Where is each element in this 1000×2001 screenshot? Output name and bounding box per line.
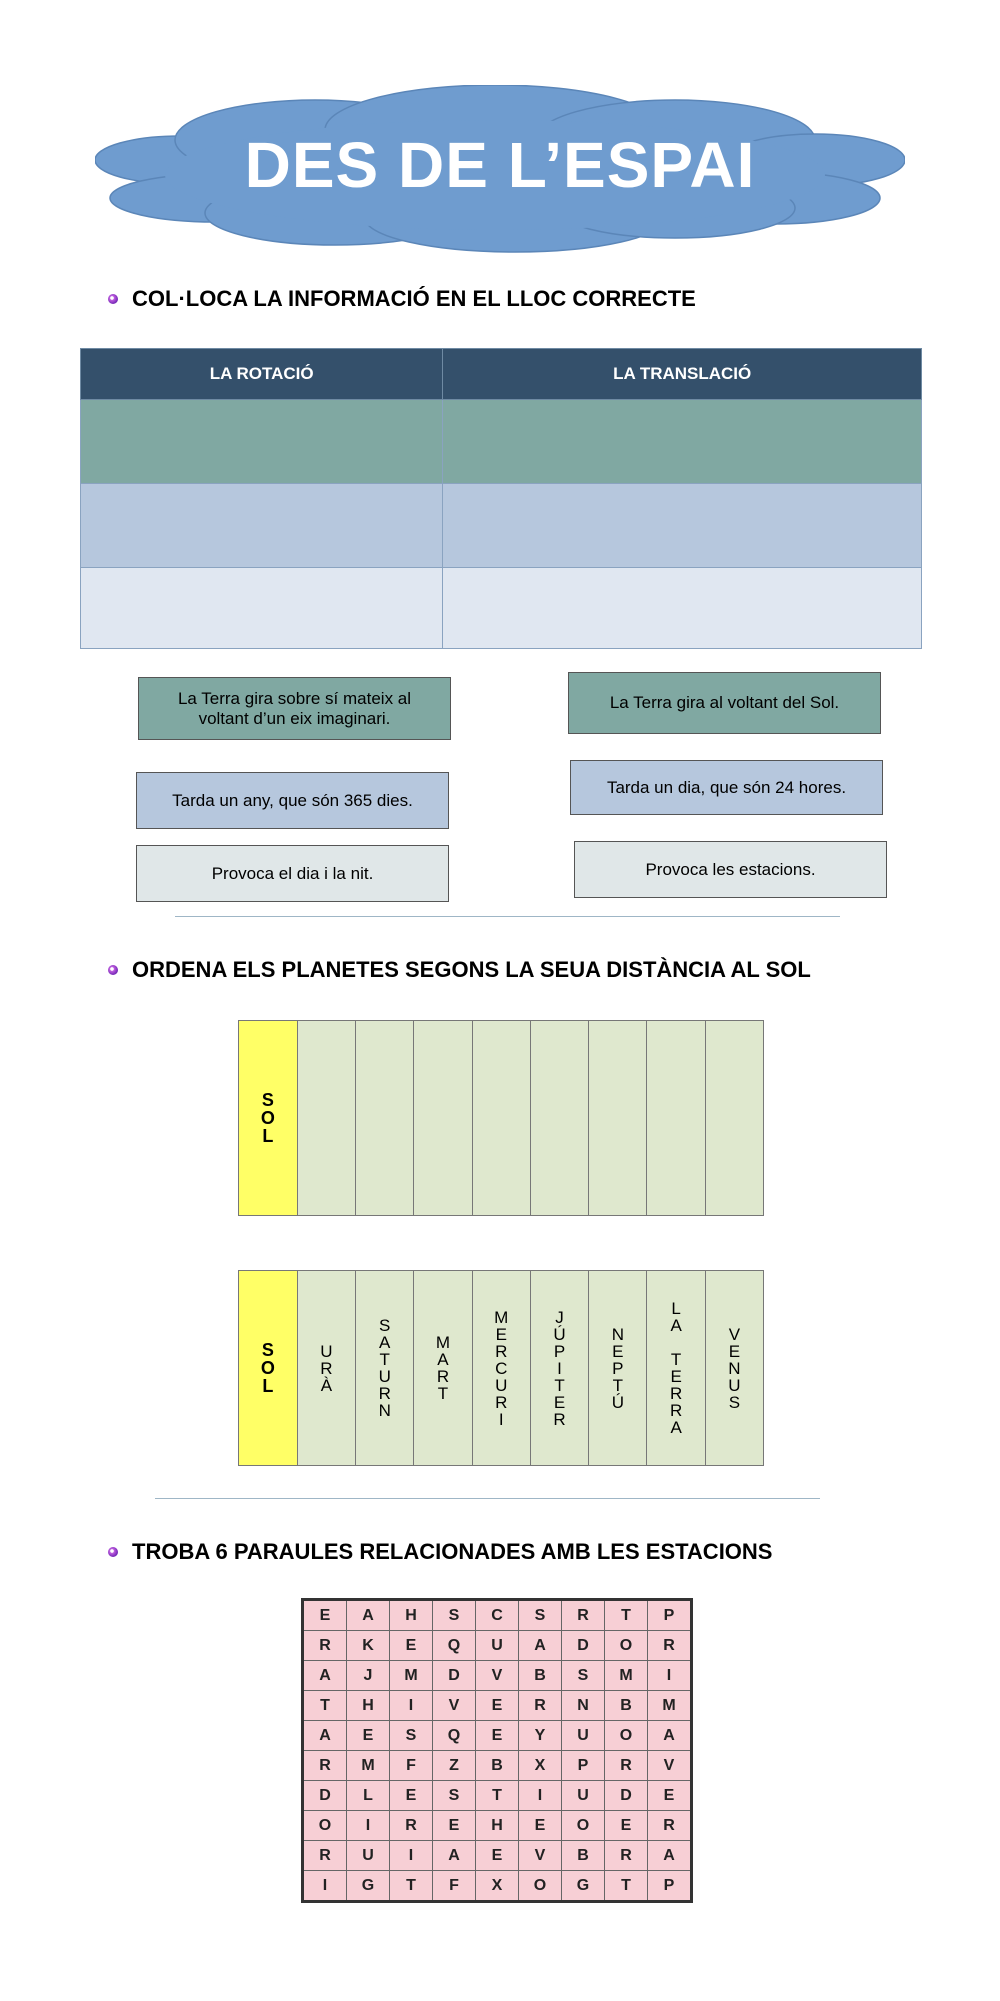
grid-letter[interactable]: E bbox=[433, 1811, 476, 1841]
label-letter: R bbox=[320, 1358, 333, 1378]
header-rotation: LA ROTACIÓ bbox=[81, 349, 443, 400]
grid-letter[interactable]: R bbox=[648, 1631, 692, 1661]
planet-card-la-terra[interactable] bbox=[646, 1270, 705, 1466]
grid-letter[interactable]: Q bbox=[433, 1631, 476, 1661]
grid-letter[interactable]: O bbox=[303, 1811, 347, 1841]
grid-letter[interactable]: E bbox=[390, 1781, 433, 1811]
grid-letter[interactable]: B bbox=[476, 1751, 519, 1781]
grid-letter[interactable]: E bbox=[605, 1811, 648, 1841]
planet-label bbox=[612, 1326, 624, 1411]
label-letter: À bbox=[320, 1375, 333, 1395]
planet-card-venus[interactable] bbox=[705, 1270, 764, 1466]
label-letter: R bbox=[378, 1384, 391, 1403]
planet-label bbox=[670, 1300, 682, 1436]
planet-order-strip bbox=[238, 1020, 764, 1216]
label-letter: A bbox=[670, 1418, 682, 1437]
label-letter: P bbox=[553, 1341, 566, 1361]
card-seasons[interactable]: Provoca les estacions. bbox=[574, 841, 887, 898]
grid-letter[interactable]: M bbox=[347, 1751, 390, 1781]
grid-letter[interactable]: M bbox=[605, 1661, 648, 1691]
label-letter: R bbox=[553, 1409, 566, 1429]
grid-letter[interactable]: D bbox=[433, 1661, 476, 1691]
planet-slot[interactable] bbox=[646, 1020, 705, 1216]
grid-letter[interactable]: U bbox=[562, 1781, 605, 1811]
grid-letter[interactable]: A bbox=[648, 1841, 692, 1871]
drop-cell[interactable] bbox=[81, 568, 443, 649]
grid-letter[interactable]: P bbox=[562, 1751, 605, 1781]
label-letter: Ú bbox=[611, 1392, 624, 1412]
card-orbit-sun[interactable]: La Terra gira al voltant del Sol. bbox=[568, 672, 881, 734]
label-letter: J bbox=[555, 1307, 564, 1327]
section-heading-3 bbox=[108, 1537, 772, 1567]
drop-cell[interactable] bbox=[81, 400, 443, 484]
planet-slot[interactable] bbox=[472, 1020, 531, 1216]
grid-letter[interactable]: E bbox=[648, 1781, 692, 1811]
label-letter: S bbox=[261, 1090, 274, 1110]
card-one-year[interactable]: Tarda un any, que són 365 dies. bbox=[136, 772, 449, 829]
label-letter: N bbox=[378, 1401, 391, 1420]
label-letter: T bbox=[554, 1375, 565, 1395]
planet-card-ura[interactable] bbox=[297, 1270, 356, 1466]
planet-slot[interactable] bbox=[297, 1020, 356, 1216]
label-letter: U bbox=[320, 1341, 333, 1361]
grid-letter[interactable]: Q bbox=[433, 1721, 476, 1751]
grid-row bbox=[303, 1781, 692, 1811]
label-letter: M bbox=[494, 1307, 509, 1327]
label-letter: E bbox=[728, 1341, 741, 1361]
grid-letter[interactable]: U bbox=[562, 1721, 605, 1751]
grid-letter[interactable]: C bbox=[476, 1600, 519, 1631]
grid-letter[interactable]: R bbox=[605, 1841, 648, 1871]
grid-letter[interactable]: G bbox=[347, 1871, 390, 1902]
label-letter: S bbox=[379, 1316, 391, 1335]
grid-letter[interactable]: E bbox=[390, 1631, 433, 1661]
grid-letter[interactable]: O bbox=[605, 1721, 648, 1751]
heading-text: COL·LOCA LA INFORMACIÓ EN EL LLOC CORRECTE bbox=[132, 286, 696, 311]
grid-letter[interactable]: K bbox=[347, 1631, 390, 1661]
grid-letter[interactable]: A bbox=[519, 1631, 562, 1661]
grid-letter[interactable]: A bbox=[648, 1721, 692, 1751]
label-letter: U bbox=[378, 1367, 391, 1386]
word-search-grid bbox=[301, 1598, 693, 1903]
label-letter: L bbox=[262, 1376, 274, 1396]
planet-slot[interactable] bbox=[413, 1020, 472, 1216]
label-letter: R bbox=[669, 1401, 683, 1420]
grid-letter[interactable]: H bbox=[390, 1600, 433, 1631]
grid-letter[interactable]: D bbox=[562, 1631, 605, 1661]
planet-slot[interactable] bbox=[588, 1020, 647, 1216]
label-letter: A bbox=[670, 1316, 682, 1335]
sun-label bbox=[261, 1341, 275, 1395]
grid-letter[interactable]: I bbox=[648, 1661, 692, 1691]
grid-letter[interactable]: V bbox=[648, 1751, 692, 1781]
grid-letter[interactable]: J bbox=[347, 1661, 390, 1691]
label-letter: R bbox=[495, 1392, 508, 1412]
grid-row bbox=[303, 1811, 692, 1841]
drop-cell[interactable] bbox=[81, 484, 443, 568]
grid-letter[interactable]: I bbox=[390, 1691, 433, 1721]
grid-letter[interactable]: U bbox=[347, 1841, 390, 1871]
grid-letter[interactable]: S bbox=[519, 1600, 562, 1631]
grid-row bbox=[303, 1841, 692, 1871]
label-letter: M bbox=[435, 1333, 451, 1352]
grid-letter[interactable]: O bbox=[605, 1631, 648, 1661]
label-letter: E bbox=[612, 1341, 624, 1361]
grid-letter[interactable]: E bbox=[476, 1841, 519, 1871]
grid-letter[interactable]: R bbox=[390, 1811, 433, 1841]
grid-letter[interactable]: O bbox=[562, 1811, 605, 1841]
grid-letter[interactable]: A bbox=[303, 1721, 347, 1751]
planet-slot[interactable] bbox=[530, 1020, 589, 1216]
grid-letter[interactable]: L bbox=[347, 1781, 390, 1811]
planet-label bbox=[379, 1317, 391, 1419]
bullet-icon bbox=[108, 294, 118, 304]
planet-label bbox=[553, 1309, 565, 1428]
grid-letter[interactable]: H bbox=[347, 1691, 390, 1721]
grid-row bbox=[303, 1600, 692, 1631]
drop-cell[interactable] bbox=[443, 484, 922, 568]
grid-letter[interactable]: U bbox=[476, 1631, 519, 1661]
divider bbox=[155, 1498, 820, 1499]
card-day-night[interactable]: Provoca el dia i la nit. bbox=[136, 845, 449, 902]
grid-letter[interactable]: I bbox=[347, 1811, 390, 1841]
label-letter: T bbox=[379, 1350, 390, 1369]
heading-text: ORDENA ELS PLANETES SEGONS LA SEUA DISTÀNCIA AL SOL bbox=[132, 957, 811, 982]
grid-letter[interactable]: T bbox=[303, 1691, 347, 1721]
bullet-icon bbox=[108, 1547, 118, 1557]
grid-letter[interactable]: T bbox=[605, 1600, 648, 1631]
grid-letter[interactable]: V bbox=[476, 1661, 519, 1691]
grid-letter[interactable]: R bbox=[303, 1841, 347, 1871]
label-letter: U bbox=[495, 1375, 508, 1395]
sun-cell bbox=[238, 1020, 298, 1216]
drop-cell[interactable] bbox=[443, 568, 922, 649]
label-letter: R bbox=[669, 1384, 683, 1403]
grid-letter[interactable]: A bbox=[303, 1661, 347, 1691]
label-letter: I bbox=[557, 1358, 562, 1378]
label-letter: T bbox=[612, 1375, 624, 1395]
grid-letter[interactable]: S bbox=[390, 1721, 433, 1751]
label-letter: R bbox=[495, 1341, 508, 1361]
grid-letter[interactable]: F bbox=[390, 1751, 433, 1781]
label-letter: A bbox=[379, 1333, 391, 1352]
grid-letter[interactable]: R bbox=[648, 1811, 692, 1841]
grid-letter[interactable]: G bbox=[562, 1871, 605, 1902]
label-letter: A bbox=[437, 1350, 449, 1369]
label-letter: L bbox=[671, 1299, 681, 1318]
label-letter: V bbox=[728, 1324, 741, 1344]
grid-letter[interactable]: T bbox=[605, 1871, 648, 1902]
grid-letter[interactable]: S bbox=[433, 1600, 476, 1631]
grid-letter[interactable]: E bbox=[347, 1721, 390, 1751]
label-letter: S bbox=[728, 1392, 741, 1412]
grid-letter[interactable]: P bbox=[648, 1600, 692, 1631]
page-title: DES DE L’ESPAI bbox=[244, 129, 756, 201]
grid-letter[interactable]: A bbox=[433, 1841, 476, 1871]
grid-letter[interactable]: D bbox=[303, 1781, 347, 1811]
bullet-icon bbox=[108, 965, 118, 975]
grid-letter[interactable]: B bbox=[605, 1691, 648, 1721]
grid-row bbox=[303, 1661, 692, 1691]
grid-letter[interactable]: E bbox=[519, 1811, 562, 1841]
label-letter: N bbox=[611, 1324, 624, 1344]
grid-row bbox=[303, 1751, 692, 1781]
label-letter: T bbox=[437, 1384, 449, 1403]
grid-letter[interactable]: I bbox=[303, 1871, 347, 1902]
section-heading-1 bbox=[108, 284, 696, 314]
label-letter: U bbox=[728, 1375, 741, 1395]
label-letter bbox=[674, 1334, 679, 1351]
planet-label bbox=[320, 1343, 332, 1394]
label-letter: N bbox=[728, 1358, 741, 1378]
grid-letter[interactable]: I bbox=[519, 1781, 562, 1811]
grid-letter[interactable]: E bbox=[476, 1721, 519, 1751]
grid-letter[interactable]: M bbox=[390, 1661, 433, 1691]
label-letter: S bbox=[261, 1340, 274, 1360]
label-letter: E bbox=[670, 1367, 682, 1386]
label-letter: O bbox=[260, 1358, 275, 1378]
label-letter: E bbox=[553, 1392, 566, 1412]
grid-letter[interactable]: X bbox=[476, 1871, 519, 1902]
planet-card-neptu[interactable] bbox=[588, 1270, 647, 1466]
grid-letter[interactable]: R bbox=[562, 1600, 605, 1631]
label-letter: E bbox=[495, 1324, 507, 1344]
planet-label bbox=[728, 1326, 740, 1411]
grid-letter[interactable]: S bbox=[562, 1661, 605, 1691]
grid-row bbox=[303, 1871, 692, 1902]
grid-row bbox=[303, 1721, 692, 1751]
drop-cell[interactable] bbox=[443, 400, 922, 484]
card-axis-rotation[interactable]: La Terra gira sobre sí mateix al voltant d’un eix imaginari. bbox=[138, 677, 451, 740]
grid-letter[interactable]: E bbox=[476, 1691, 519, 1721]
planet-slot[interactable] bbox=[355, 1020, 414, 1216]
divider bbox=[175, 916, 840, 917]
planet-names-strip bbox=[238, 1270, 764, 1466]
grid-letter[interactable]: B bbox=[562, 1841, 605, 1871]
label-letter: R bbox=[436, 1367, 450, 1386]
planet-card-mercuri[interactable] bbox=[472, 1270, 531, 1466]
planet-slot[interactable] bbox=[705, 1020, 764, 1216]
label-letter: L bbox=[262, 1126, 274, 1146]
grid-letter[interactable]: T bbox=[476, 1781, 519, 1811]
header-translation: LA TRANSLACIÓ bbox=[443, 349, 922, 400]
label-letter: Ú bbox=[553, 1324, 566, 1344]
grid-letter[interactable]: Y bbox=[519, 1721, 562, 1751]
planet-label bbox=[494, 1309, 508, 1428]
grid-letter[interactable]: R bbox=[519, 1691, 562, 1721]
grid-letter[interactable]: O bbox=[519, 1871, 562, 1902]
grid-letter[interactable]: S bbox=[433, 1781, 476, 1811]
grid-letter[interactable]: M bbox=[648, 1691, 692, 1721]
grid-letter[interactable]: H bbox=[476, 1811, 519, 1841]
grid-letter[interactable]: N bbox=[562, 1691, 605, 1721]
planet-card-mart[interactable] bbox=[413, 1270, 472, 1466]
grid-letter[interactable]: B bbox=[519, 1661, 562, 1691]
grid-letter[interactable]: X bbox=[519, 1751, 562, 1781]
label-letter: P bbox=[612, 1358, 624, 1378]
grid-letter[interactable]: D bbox=[605, 1781, 648, 1811]
grid-row bbox=[303, 1631, 692, 1661]
grid-letter[interactable]: I bbox=[390, 1841, 433, 1871]
grid-row bbox=[303, 1691, 692, 1721]
grid-letter[interactable]: V bbox=[433, 1691, 476, 1721]
rotation-translation-table bbox=[80, 348, 922, 649]
card-one-day[interactable]: Tarda un dia, que són 24 hores. bbox=[570, 760, 883, 815]
grid-letter[interactable]: F bbox=[433, 1871, 476, 1902]
sun-label bbox=[261, 1091, 275, 1145]
grid-letter[interactable]: A bbox=[347, 1600, 390, 1631]
planet-card-saturn[interactable] bbox=[355, 1270, 414, 1466]
grid-letter[interactable]: Z bbox=[433, 1751, 476, 1781]
heading-text: TROBA 6 PARAULES RELACIONADES AMB LES ESTACIONS bbox=[132, 1539, 773, 1564]
section-heading-2 bbox=[108, 955, 811, 985]
grid-letter[interactable]: P bbox=[648, 1871, 692, 1902]
sun-cell bbox=[238, 1270, 298, 1466]
planet-label bbox=[436, 1334, 450, 1402]
label-letter: O bbox=[260, 1108, 275, 1128]
grid-letter[interactable]: R bbox=[303, 1631, 347, 1661]
grid-letter[interactable]: R bbox=[605, 1751, 648, 1781]
grid-letter[interactable]: V bbox=[519, 1841, 562, 1871]
label-letter: C bbox=[495, 1358, 508, 1378]
grid-letter[interactable]: T bbox=[390, 1871, 433, 1902]
grid-letter[interactable]: E bbox=[303, 1600, 347, 1631]
label-letter: I bbox=[498, 1409, 504, 1429]
label-letter: T bbox=[670, 1350, 682, 1369]
planet-card-jupiter[interactable] bbox=[530, 1270, 589, 1466]
grid-letter[interactable]: R bbox=[303, 1751, 347, 1781]
